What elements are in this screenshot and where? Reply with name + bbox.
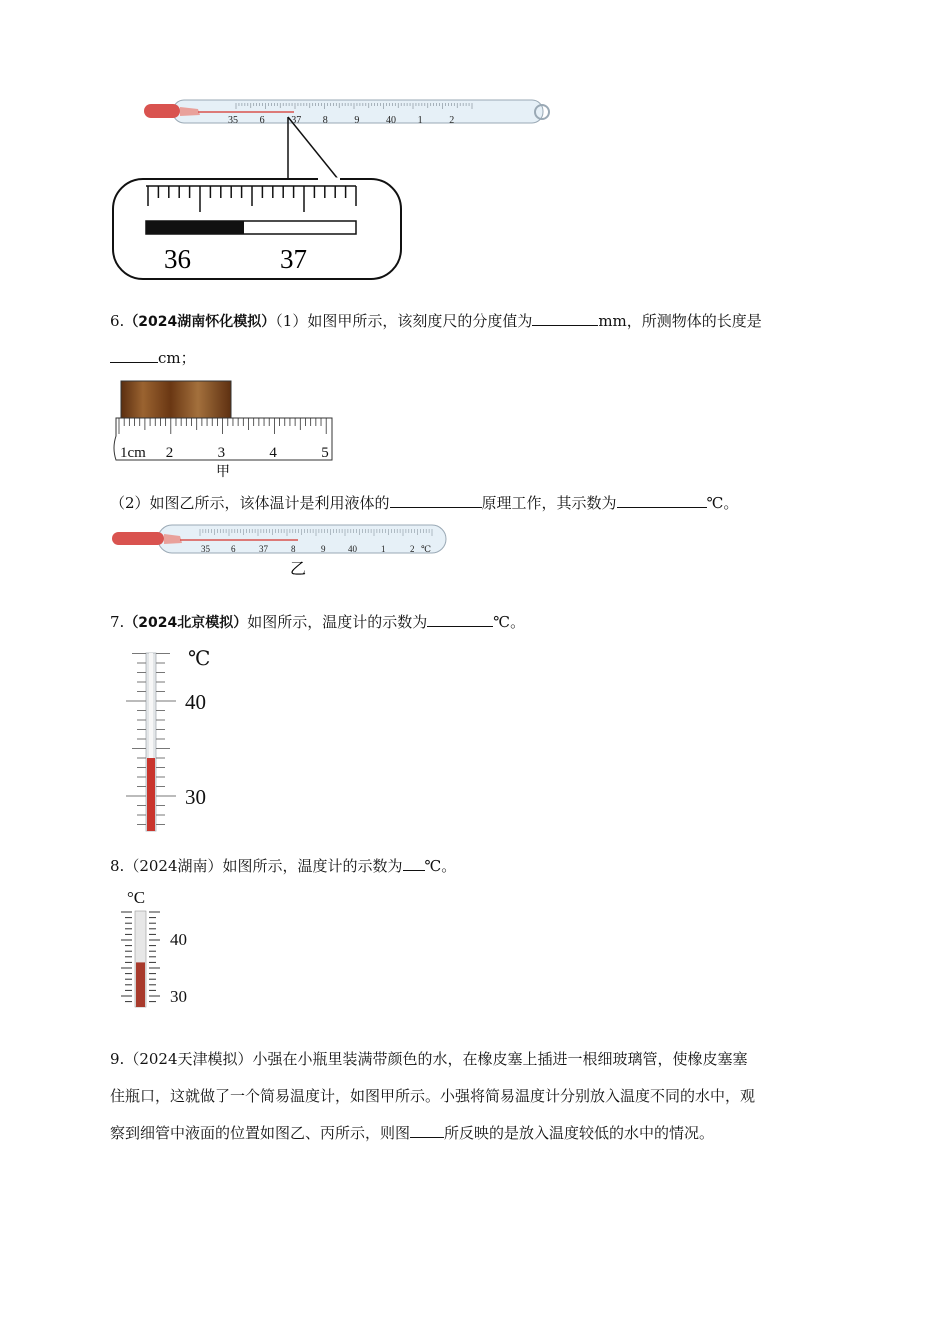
q9-text2: 住瓶口，这就做了一个简易温度计，如图甲所示。小强将简易温度计分别放入温度不同的水中，观: [110, 1087, 756, 1105]
ruler-label: 3: [217, 445, 226, 461]
yi-scale-label: 1: [381, 544, 386, 554]
q7-label-40: 40: [185, 690, 206, 714]
q8-label-30: 30: [170, 987, 187, 1006]
zoom-label-36: 36: [164, 244, 191, 274]
yi-scale-label: ℃: [421, 544, 432, 554]
scale-label: 35: [228, 115, 238, 126]
q6-part1-text: （1）如图甲所示，该刻度尺的分度值为: [275, 312, 533, 330]
scale-label: 6: [259, 115, 265, 126]
caption-yi: 乙: [290, 561, 307, 578]
q7-unit: ℃。: [493, 613, 526, 631]
q7-source: （2024北京模拟）: [124, 615, 248, 631]
q6-line2: [110, 347, 196, 369]
scale-label: 9: [354, 115, 360, 126]
q9-text3a: 察到细管中液面的位置如图乙、丙所示，则图: [110, 1124, 411, 1142]
yi-scale-label: 6: [231, 544, 236, 554]
q6-line1: [110, 310, 762, 333]
q6-blank-1[interactable]: [532, 310, 598, 326]
ruler-label: 4: [269, 445, 277, 461]
q6-part2-text: （2）如图乙所示，该体温计是利用液体的: [110, 494, 390, 512]
q8-text: 如图所示，温度计的示数为: [222, 857, 403, 875]
zoom-label-37: 37: [280, 244, 307, 274]
measured-block: [121, 381, 231, 418]
thermometer-figure-yi: [108, 522, 453, 578]
yi-scale-label: 35: [201, 544, 210, 554]
q7-text: 如图所示，温度计的示数为: [247, 613, 428, 631]
q8-liquid-column: [136, 962, 145, 1007]
q8-line: [110, 855, 456, 877]
scale-label: 40: [386, 115, 396, 126]
q6-part1-unit2: cm；: [158, 349, 196, 367]
q6-number: 6.: [110, 312, 125, 330]
q7-thermometer-figure: [108, 645, 228, 835]
q9-text1: 小强在小瓶里装满带颜色的水，在橡皮塞上插进一根细玻璃管，使橡皮塞塞: [252, 1050, 748, 1068]
yi-thermometer-bulb: [112, 532, 164, 545]
q8-number: 8.: [110, 857, 125, 875]
q9-number: 9.: [110, 1050, 125, 1068]
caption-jia: 甲: [216, 465, 230, 480]
ruler-label: 1cm: [120, 445, 146, 461]
q8-unit-label: °C: [127, 888, 146, 907]
q7-liquid-column: [147, 758, 155, 831]
yi-scale-label: 37: [259, 544, 268, 554]
ruler-label: 5: [321, 445, 329, 461]
q9-source: （2024天津模拟）: [124, 1050, 253, 1068]
q8-source: （2024湖南）: [124, 857, 223, 875]
scale-label: 8: [322, 115, 328, 126]
q6-source: （2024湖南怀化模拟）: [124, 314, 276, 330]
q9-line2: [110, 1078, 835, 1115]
q6-blank-4[interactable]: [617, 492, 707, 508]
ruler-label: 2: [165, 445, 174, 461]
q8-thermometer-figure: [108, 885, 208, 1010]
q9-line3: [110, 1115, 835, 1152]
q6-part2-unit: ℃。: [706, 494, 739, 512]
q7-label-30: 30: [185, 785, 206, 809]
scale-label: 37: [291, 115, 302, 126]
q8-blank[interactable]: [403, 855, 425, 871]
yi-scale-label: 9: [321, 544, 326, 554]
thermometer-bulb: [144, 104, 180, 118]
q9-paragraph: [110, 1041, 835, 1152]
q8-label-40: 40: [170, 930, 187, 949]
ruler-figure-jia: [108, 378, 340, 480]
q7-line: [110, 611, 525, 634]
scale-label: 1: [417, 115, 423, 126]
q6-blank-3[interactable]: [390, 492, 482, 508]
q6-part2-text-b: 原理工作，其示数为: [481, 494, 617, 512]
q7-unit-label: ℃: [188, 648, 211, 670]
q6-part1-unit1: mm，所测物体的长度是: [598, 312, 762, 330]
yi-scale-label: 8: [291, 544, 296, 554]
yi-scale-label: 2: [410, 544, 415, 554]
q6-blank-2[interactable]: [110, 347, 158, 363]
yi-scale-label: 40: [348, 544, 357, 554]
q9-blank[interactable]: [410, 1122, 444, 1138]
scale-label: 2: [449, 115, 455, 126]
q7-number: 7.: [110, 613, 125, 631]
q9-text3b: 所反映的是放入温度较低的水中的情况。: [444, 1124, 715, 1142]
zoom-mercury-column: [146, 221, 244, 234]
q7-blank[interactable]: [427, 611, 493, 627]
q9-line1: [110, 1041, 835, 1078]
top-thermometer-figure: [108, 95, 558, 285]
q8-unit: ℃。: [424, 857, 457, 875]
q6-line3: [110, 492, 738, 514]
